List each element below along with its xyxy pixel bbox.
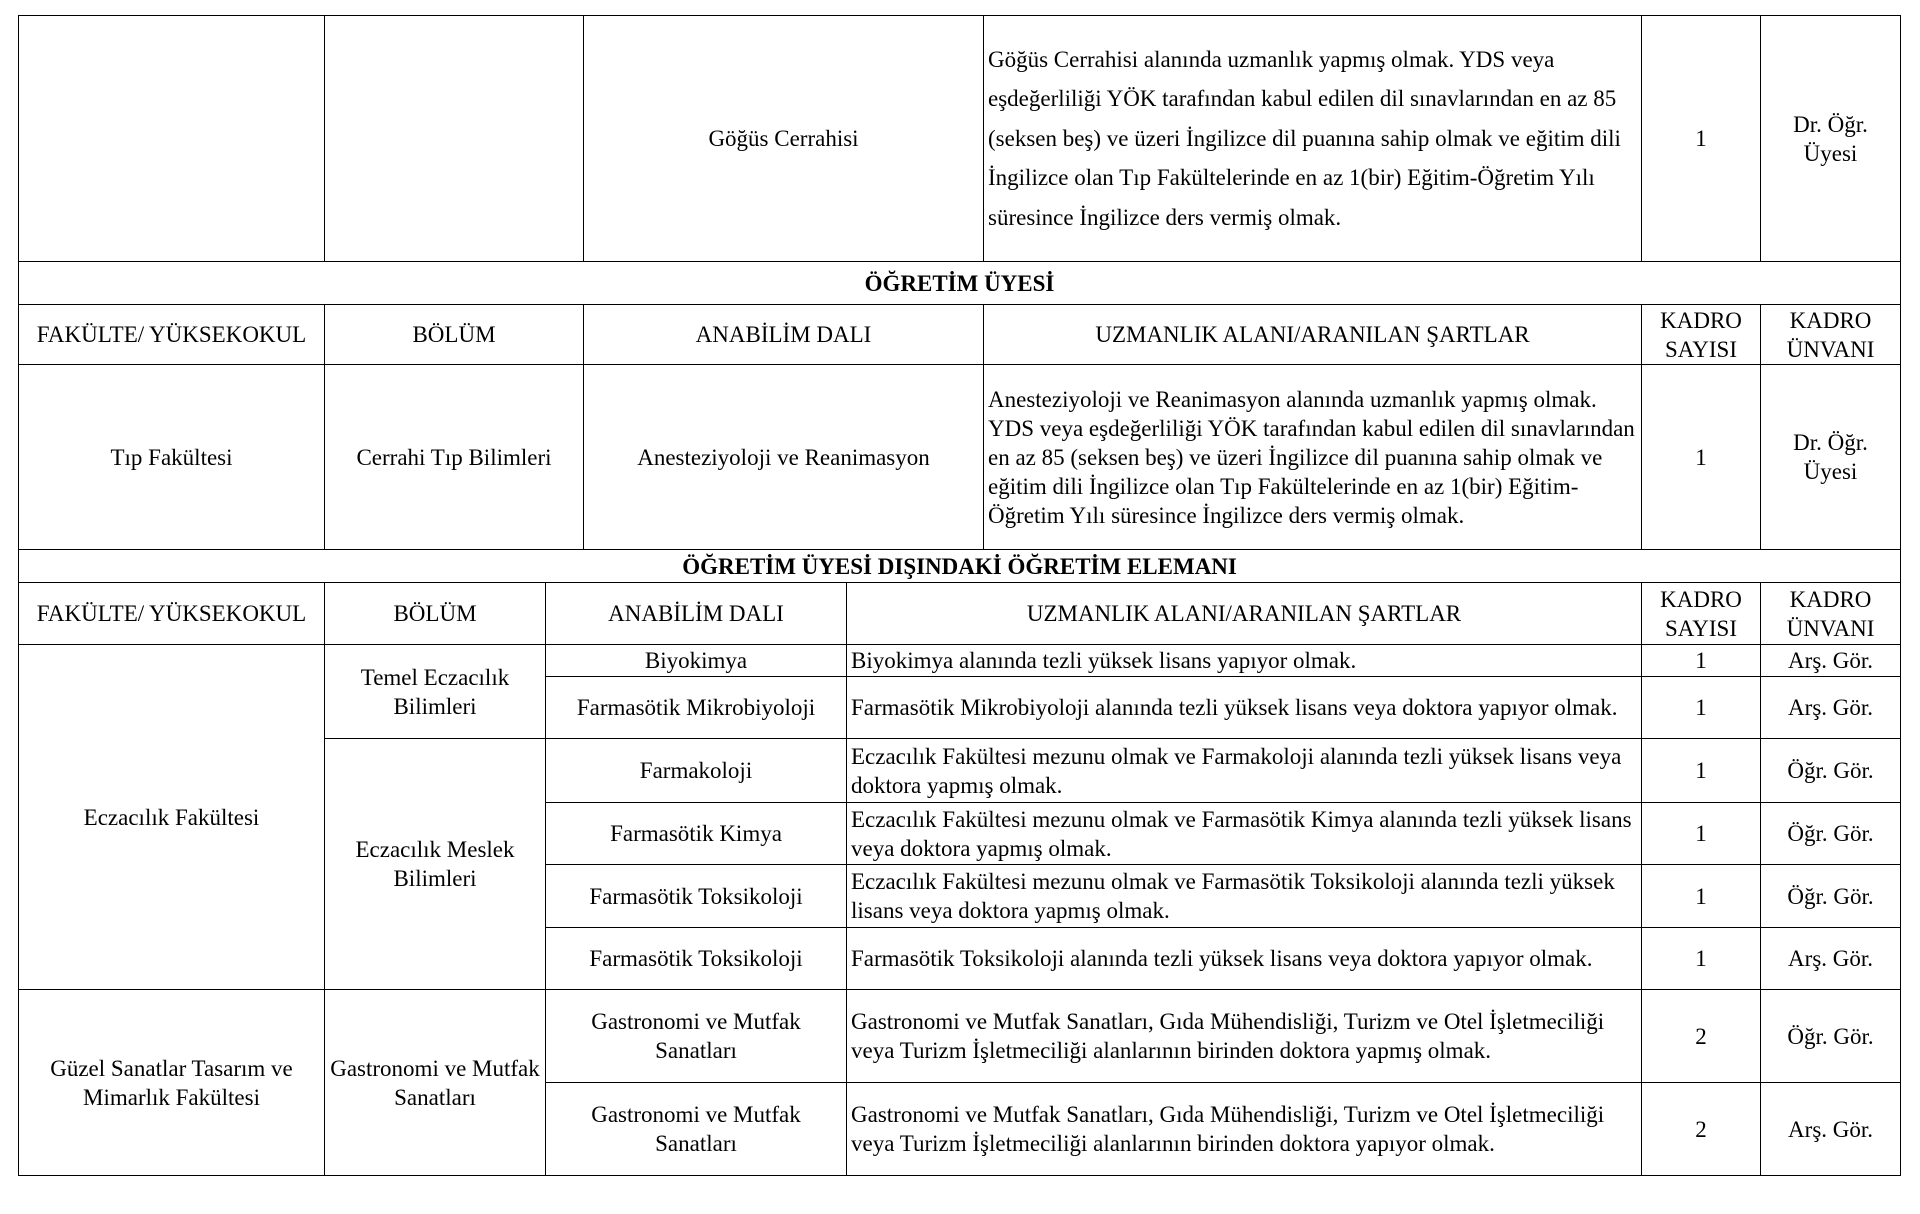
- division-cell: Farmasötik Toksikoloji: [546, 928, 847, 990]
- division-cell: Gastronomi ve Mutfak Sanatları: [546, 990, 847, 1083]
- requirements-cell: Farmasötik Mikrobiyoloji alanında tezli yüksek lisans veya doktora yapıyor olmak.: [847, 677, 1642, 739]
- requirements-cell: Göğüs Cerrahisi alanında uzmanlık yapmış olmak. YDS veya eşdeğerliliği YÖK tarafından kabul edilen dil sınavlarından en az 85 (seksen beş) ve üzeri İngilizce dil puanına sahip olmak ve eğitim dili İngilizce olan Tıp Fakültelerinde en az 1(bir) Eğitim-Öğretim Yılı süresince İngilizce ders vermiş olmak.: [984, 16, 1642, 262]
- header-requirements: UZMANLIK ALANI/ARANILAN ŞARTLAR: [984, 305, 1642, 365]
- title-cell: Arş. Gör.: [1761, 1083, 1901, 1176]
- table-row: [19, 990, 1901, 1083]
- header-title: KADRO ÜNVANI: [1761, 583, 1901, 645]
- other-staff-table: [18, 549, 1901, 1176]
- count-cell: 1: [1642, 928, 1761, 990]
- count-cell: 2: [1642, 1083, 1761, 1176]
- title-cell: Öğr. Gör.: [1761, 739, 1901, 803]
- title-cell: Dr. Öğr. Üyesi: [1761, 365, 1901, 550]
- header-row: [19, 305, 1901, 365]
- title-cell: Arş. Gör.: [1761, 677, 1901, 739]
- division-cell: Gastronomi ve Mutfak Sanatları: [546, 1083, 847, 1176]
- table-row: [19, 16, 1901, 262]
- requirements-cell: Biyokimya alanında tezli yüksek lisans yapıyor olmak.: [847, 645, 1642, 677]
- faculty-cell: [19, 16, 325, 262]
- count-cell: 1: [1642, 365, 1761, 550]
- header-department: BÖLÜM: [325, 583, 546, 645]
- division-cell: Farmakoloji: [546, 739, 847, 803]
- header-division: ANABİLİM DALI: [584, 305, 984, 365]
- count-cell: 1: [1642, 865, 1761, 928]
- count-cell: 1: [1642, 739, 1761, 803]
- header-title: KADRO ÜNVANI: [1761, 305, 1901, 365]
- header-requirements: UZMANLIK ALANI/ARANILAN ŞARTLAR: [847, 583, 1642, 645]
- faculty-cell: Güzel Sanatlar Tasarım ve Mimarlık Fakültesi: [19, 990, 325, 1176]
- division-cell: Farmasötik Toksikoloji: [546, 865, 847, 928]
- count-cell: 1: [1642, 677, 1761, 739]
- faculty-cell: Tıp Fakültesi: [19, 365, 325, 550]
- title-cell: Öğr. Gör.: [1761, 865, 1901, 928]
- title-cell: Arş. Gör.: [1761, 645, 1901, 677]
- title-cell: Öğr. Gör.: [1761, 803, 1901, 865]
- table-row: [19, 645, 1901, 677]
- division-cell: Farmasötik Kimya: [546, 803, 847, 865]
- requirements-cell: Gastronomi ve Mutfak Sanatları, Gıda Mühendisliği, Turizm ve Otel İşletmeciliği veya Turizm İşletmeciliği alanlarının birinden doktora yapmış olmak.: [847, 990, 1642, 1083]
- faculty-staff-table: [18, 15, 1901, 550]
- header-division: ANABİLİM DALI: [546, 583, 847, 645]
- section-heading: ÖĞRETİM ÜYESİ: [19, 262, 1901, 305]
- faculty-cell: Eczacılık Fakültesi: [19, 645, 325, 990]
- title-cell: Arş. Gör.: [1761, 928, 1901, 990]
- requirements-cell: Eczacılık Fakültesi mezunu olmak ve Farmasötik Toksikoloji alanında tezli yüksek lisans veya doktora yapmış olmak.: [847, 865, 1642, 928]
- title-cell: Öğr. Gör.: [1761, 990, 1901, 1083]
- department-cell: Cerrahi Tıp Bilimleri: [325, 365, 584, 550]
- requirements-cell: Farmasötik Toksikoloji alanında tezli yüksek lisans veya doktora yapıyor olmak.: [847, 928, 1642, 990]
- department-cell: [325, 16, 584, 262]
- header-row: [19, 583, 1901, 645]
- department-cell: Gastronomi ve Mutfak Sanatları: [325, 990, 546, 1176]
- count-cell: 1: [1642, 16, 1761, 262]
- count-cell: 2: [1642, 990, 1761, 1083]
- header-faculty: FAKÜLTE/ YÜKSEKOKUL: [19, 305, 325, 365]
- requirements-cell: Eczacılık Fakültesi mezunu olmak ve Farmakoloji alanında tezli yüksek lisans veya doktora yapmış olmak.: [847, 739, 1642, 803]
- section-heading: ÖĞRETİM ÜYESİ DIŞINDAKİ ÖĞRETİM ELEMANI: [19, 550, 1901, 583]
- header-count: KADRO SAYISI: [1642, 305, 1761, 365]
- table-row: [19, 365, 1901, 550]
- division-cell: Farmasötik Mikrobiyoloji: [546, 677, 847, 739]
- division-cell: Anesteziyoloji ve Reanimasyon: [584, 365, 984, 550]
- header-count: KADRO SAYISI: [1642, 583, 1761, 645]
- division-cell: Biyokimya: [546, 645, 847, 677]
- title-cell: Dr. Öğr. Üyesi: [1761, 16, 1901, 262]
- header-faculty: FAKÜLTE/ YÜKSEKOKUL: [19, 583, 325, 645]
- division-cell: Göğüs Cerrahisi: [584, 16, 984, 262]
- header-department: BÖLÜM: [325, 305, 584, 365]
- count-cell: 1: [1642, 803, 1761, 865]
- requirements-cell: Anesteziyoloji ve Reanimasyon alanında uzmanlık yapmış olmak. YDS veya eşdeğerliliği YÖK tarafından kabul edilen dil sınavlarından en az 85 (seksen beş) ve üzeri İngilizce dil puanına sahip olmak ve eğitim dili İngilizce olan Tıp Fakültelerinde en az 1(bir) Eğitim-Öğretim Yılı süresince İngilizce ders vermiş olmak.: [984, 365, 1642, 550]
- requirements-cell: Eczacılık Fakültesi mezunu olmak ve Farmasötik Kimya alanında tezli yüksek lisans veya doktora yapmış olmak.: [847, 803, 1642, 865]
- count-cell: 1: [1642, 645, 1761, 677]
- requirements-cell: Gastronomi ve Mutfak Sanatları, Gıda Mühendisliği, Turizm ve Otel İşletmeciliği veya Turizm İşletmeciliği alanlarının birinden doktora yapıyor olmak.: [847, 1083, 1642, 1176]
- department-cell: Temel Eczacılık Bilimleri: [325, 645, 546, 739]
- department-cell: Eczacılık Meslek Bilimleri: [325, 739, 546, 990]
